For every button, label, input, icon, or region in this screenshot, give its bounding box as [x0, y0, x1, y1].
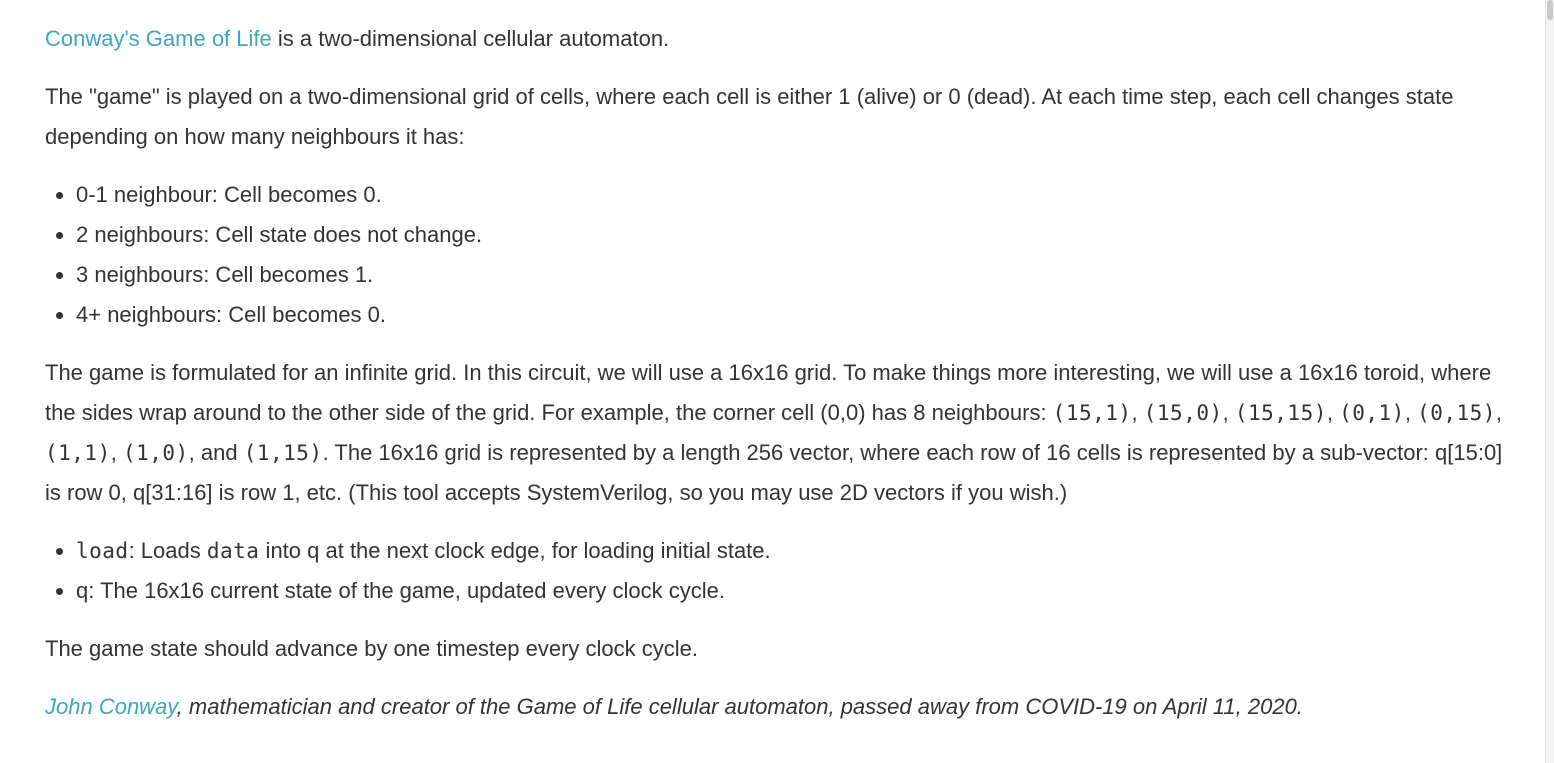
rules-list	[45, 175, 1505, 335]
list-item: • 2 neighbours: Cell state does not change.	[76, 215, 1505, 255]
john-conway-link[interactable]: John Conway	[45, 694, 177, 719]
separator: ,	[1404, 400, 1418, 425]
neighbour-coord: (15,0)	[1143, 401, 1223, 425]
separator: ,	[1222, 400, 1235, 425]
separator: ,	[110, 440, 123, 465]
grid-text-1: The game is formulated for an infinite grid. In this circuit, we will use a 16x16 grid. To make things more interesting, we will use a 16x16 toroid, where the sides wrap around to the other side of the grid. For example, the corner cell (0,0) has 8 neighbours:	[45, 360, 1492, 425]
rules-intro-paragraph: The "game" is played on a two-dimensional grid of cells, where each cell is either 1 (alive) or 0 (dead). At each time step, each cell changes state depending on how many neighbours it has:	[45, 84, 1454, 149]
neighbour-coord: (1,0)	[122, 441, 189, 465]
grid-description-paragraph	[45, 353, 1505, 513]
intro-text: is a two-dimensional cellular automaton.	[271, 26, 670, 51]
data-signal: data	[206, 539, 260, 563]
vertical-scrollbar[interactable]	[1545, 0, 1554, 763]
problem-description	[45, 19, 1505, 745]
list-item: • 0-1 neighbour: Cell becomes 0.	[76, 175, 1505, 215]
separator: , and	[188, 440, 244, 465]
intro-paragraph	[45, 19, 1505, 59]
list-item: • q: The 16x16 current state of the game, updated every clock cycle.	[76, 571, 1505, 611]
list-item: • 3 neighbours: Cell becomes 1.	[76, 255, 1505, 295]
load-text-1: : Loads	[128, 538, 207, 563]
neighbour-coord: (15,15)	[1234, 401, 1327, 425]
memorial-text: , mathematician and creator of the Game of Life cellular automaton, passed away from COVID-19 on April 11, 2020.	[176, 694, 1303, 719]
neighbour-coord: (0,15)	[1417, 401, 1496, 425]
separator: ,	[1326, 400, 1340, 425]
list-item: • 4+ neighbours: Cell becomes 0.	[76, 295, 1505, 335]
neighbour-coord: (1,1)	[45, 441, 111, 465]
neighbour-coord: (1,15)	[243, 441, 323, 465]
scrollbar-thumb[interactable]	[1547, 0, 1553, 20]
timestep-paragraph: The game state should advance by one timestep every clock cycle.	[45, 636, 699, 661]
grid-text-2: . The 16x16 grid is represented by a length 256 vector, where each row of 16 cells is represented by a sub-vector: q[15:0] is row 0, q[31:16] is row 1, etc. (This tool accepts SystemVerilog, so you may use 2D vectors if you wish.)	[45, 440, 1503, 505]
load-signal: load	[76, 539, 129, 563]
load-text-2: into q at the next clock edge, for loading initial state.	[259, 538, 771, 563]
neighbour-coord: (0,1)	[1339, 401, 1405, 425]
separator: ,	[1131, 400, 1144, 425]
signals-list	[45, 531, 1505, 611]
game-of-life-link[interactable]: Conway's Game of Life	[45, 26, 272, 51]
separator: ,	[1495, 400, 1503, 425]
neighbour-coord: (15,1)	[1052, 401, 1132, 425]
memorial-paragraph	[45, 687, 1505, 727]
list-item	[76, 531, 1505, 571]
